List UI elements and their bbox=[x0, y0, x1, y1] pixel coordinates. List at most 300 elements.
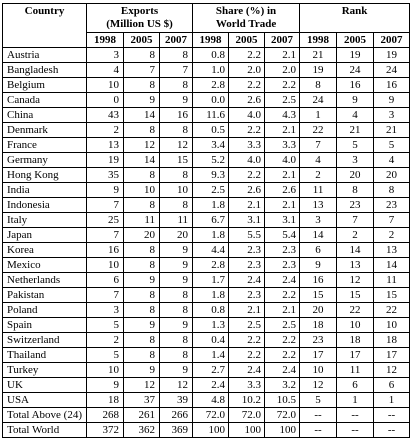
rank-cell: 4 bbox=[374, 153, 410, 168]
rank-cell: 7 bbox=[337, 213, 374, 228]
table-row bbox=[3, 318, 410, 333]
exports-cell: 11 bbox=[124, 213, 160, 228]
share-cell: 3.3 bbox=[265, 138, 300, 153]
share-cell: 72.0 bbox=[229, 408, 265, 423]
table-row bbox=[3, 138, 410, 153]
rank-cell: 11 bbox=[300, 183, 337, 198]
country-cell: UK bbox=[3, 378, 87, 393]
rank-cell: 18 bbox=[337, 333, 374, 348]
rank-cell: 13 bbox=[374, 243, 410, 258]
exports-cell: 8 bbox=[124, 123, 160, 138]
exports-cell: 10 bbox=[87, 363, 124, 378]
rank-cell: 6 bbox=[337, 378, 374, 393]
rank-cell: 2 bbox=[300, 168, 337, 183]
share-cell: 4.3 bbox=[265, 108, 300, 123]
country-cell: France bbox=[3, 138, 87, 153]
header-rank bbox=[300, 4, 410, 33]
rank-cell: 10 bbox=[300, 363, 337, 378]
share-cell: 2.4 bbox=[229, 273, 265, 288]
exports-cell: 369 bbox=[160, 423, 193, 438]
share-cell: 1.8 bbox=[193, 228, 229, 243]
country-cell: USA bbox=[3, 393, 87, 408]
exports-cell: 14 bbox=[124, 108, 160, 123]
share-cell: 2.3 bbox=[229, 243, 265, 258]
country-cell: Bangladesh bbox=[3, 63, 87, 78]
exports-cell: 20 bbox=[160, 228, 193, 243]
share-cell: 2.2 bbox=[229, 78, 265, 93]
share-cell: 2.3 bbox=[265, 243, 300, 258]
exports-cell: 8 bbox=[160, 123, 193, 138]
exports-cell: 16 bbox=[160, 108, 193, 123]
header-share bbox=[193, 4, 300, 33]
share-cell: 0.5 bbox=[193, 123, 229, 138]
table-header bbox=[3, 4, 410, 48]
table-row bbox=[3, 363, 410, 378]
rank-cell: 21 bbox=[300, 48, 337, 63]
rank-cell: 20 bbox=[337, 168, 374, 183]
exports-cell: 8 bbox=[160, 288, 193, 303]
rank-cell: -- bbox=[337, 423, 374, 438]
rank-cell: 13 bbox=[300, 198, 337, 213]
country-cell: Turkey bbox=[3, 363, 87, 378]
exports-cell: 8 bbox=[160, 348, 193, 363]
share-cell: 3.1 bbox=[265, 213, 300, 228]
share-cell: 1.4 bbox=[193, 348, 229, 363]
table-row bbox=[3, 288, 410, 303]
share-cell: 72.0 bbox=[193, 408, 229, 423]
exports-cell: 8 bbox=[124, 333, 160, 348]
share-cell: 2.6 bbox=[229, 93, 265, 108]
exports-cell: 10 bbox=[160, 183, 193, 198]
rank-cell: 4 bbox=[300, 153, 337, 168]
share-cell: 2.1 bbox=[265, 48, 300, 63]
table-row bbox=[3, 183, 410, 198]
exports-cell: 3 bbox=[87, 48, 124, 63]
exports-cell: 35 bbox=[87, 168, 124, 183]
share-cell: 2.8 bbox=[193, 78, 229, 93]
share-cell: 2.2 bbox=[229, 348, 265, 363]
share-cell: 3.4 bbox=[193, 138, 229, 153]
exports-cell: 20 bbox=[124, 228, 160, 243]
exports-cell: 9 bbox=[124, 318, 160, 333]
exports-cell: 5 bbox=[87, 318, 124, 333]
header-year: 2005 bbox=[337, 33, 374, 48]
rank-cell: 2 bbox=[374, 228, 410, 243]
share-cell: 4.0 bbox=[229, 108, 265, 123]
rank-cell: 1 bbox=[374, 393, 410, 408]
country-cell: Switzerland bbox=[3, 333, 87, 348]
exports-cell: 15 bbox=[160, 153, 193, 168]
rank-cell: 5 bbox=[374, 138, 410, 153]
rank-cell: 23 bbox=[337, 198, 374, 213]
exports-cell: 8 bbox=[124, 78, 160, 93]
rank-cell: 11 bbox=[337, 363, 374, 378]
share-cell: 2.2 bbox=[265, 333, 300, 348]
rank-cell: 19 bbox=[337, 48, 374, 63]
exports-cell: 9 bbox=[160, 363, 193, 378]
exports-cell: 9 bbox=[87, 378, 124, 393]
rank-cell: 24 bbox=[374, 63, 410, 78]
table-row bbox=[3, 273, 410, 288]
share-cell: 1.0 bbox=[193, 63, 229, 78]
rank-cell: 5 bbox=[300, 393, 337, 408]
header-exports-line2: (Million US $) bbox=[106, 18, 173, 30]
share-cell: 2.5 bbox=[265, 93, 300, 108]
country-cell: Korea bbox=[3, 243, 87, 258]
exports-cell: 8 bbox=[124, 348, 160, 363]
rank-cell: 11 bbox=[374, 273, 410, 288]
share-cell: 2.1 bbox=[229, 303, 265, 318]
share-cell: 0.8 bbox=[193, 303, 229, 318]
rank-cell: 4 bbox=[337, 108, 374, 123]
header-exports bbox=[87, 4, 193, 33]
share-cell: 1.7 bbox=[193, 273, 229, 288]
rank-cell: 23 bbox=[374, 198, 410, 213]
exports-cell: 43 bbox=[87, 108, 124, 123]
exports-cell: 8 bbox=[124, 243, 160, 258]
rank-cell: 13 bbox=[337, 258, 374, 273]
rank-cell: 9 bbox=[337, 93, 374, 108]
share-cell: 2.7 bbox=[193, 363, 229, 378]
share-cell: 5.4 bbox=[265, 228, 300, 243]
share-cell: 2.4 bbox=[229, 363, 265, 378]
share-cell: 100 bbox=[265, 423, 300, 438]
header-year: 1998 bbox=[300, 33, 337, 48]
exports-cell: 2 bbox=[87, 333, 124, 348]
table-row bbox=[3, 78, 410, 93]
table-row bbox=[3, 348, 410, 363]
table-container bbox=[2, 3, 410, 438]
exports-cell: 10 bbox=[87, 258, 124, 273]
share-cell: 72.0 bbox=[265, 408, 300, 423]
rank-cell: 19 bbox=[300, 63, 337, 78]
table-row bbox=[3, 93, 410, 108]
rank-cell: 20 bbox=[300, 303, 337, 318]
share-cell: 2.1 bbox=[265, 123, 300, 138]
table-row bbox=[3, 198, 410, 213]
table-row bbox=[3, 378, 410, 393]
country-cell: Total World bbox=[3, 423, 87, 438]
share-cell: 0.4 bbox=[193, 333, 229, 348]
rank-cell: -- bbox=[337, 408, 374, 423]
exports-cell: 12 bbox=[160, 378, 193, 393]
share-cell: 3.1 bbox=[229, 213, 265, 228]
country-cell: Total Above (24) bbox=[3, 408, 87, 423]
exports-cell: 14 bbox=[124, 153, 160, 168]
rank-cell: 5 bbox=[337, 138, 374, 153]
share-cell: 2.6 bbox=[229, 183, 265, 198]
table-row bbox=[3, 333, 410, 348]
rank-cell: 7 bbox=[374, 213, 410, 228]
table-row bbox=[3, 213, 410, 228]
exports-cell: 8 bbox=[124, 258, 160, 273]
share-cell: 100 bbox=[229, 423, 265, 438]
exports-cell: 11 bbox=[160, 213, 193, 228]
rank-cell: 19 bbox=[374, 48, 410, 63]
share-cell: 5.2 bbox=[193, 153, 229, 168]
rank-cell: 12 bbox=[300, 378, 337, 393]
rank-cell: 17 bbox=[300, 348, 337, 363]
exports-cell: 0 bbox=[87, 93, 124, 108]
rank-cell: 18 bbox=[300, 318, 337, 333]
rank-cell: 8 bbox=[300, 78, 337, 93]
exports-cell: 8 bbox=[124, 303, 160, 318]
share-cell: 2.0 bbox=[265, 63, 300, 78]
share-cell: 4.0 bbox=[265, 153, 300, 168]
table-row bbox=[3, 258, 410, 273]
rank-cell: 14 bbox=[300, 228, 337, 243]
share-cell: 2.2 bbox=[265, 348, 300, 363]
rank-cell: 1 bbox=[337, 393, 374, 408]
share-cell: 4.8 bbox=[193, 393, 229, 408]
exports-cell: 9 bbox=[87, 183, 124, 198]
country-cell: Japan bbox=[3, 228, 87, 243]
country-cell: Germany bbox=[3, 153, 87, 168]
rank-cell: 22 bbox=[300, 123, 337, 138]
country-cell: Hong Kong bbox=[3, 168, 87, 183]
share-cell: 2.3 bbox=[265, 258, 300, 273]
rank-cell: 14 bbox=[337, 243, 374, 258]
exports-cell: 268 bbox=[87, 408, 124, 423]
header-year: 2005 bbox=[124, 33, 160, 48]
table-row bbox=[3, 48, 410, 63]
share-cell: 10.5 bbox=[265, 393, 300, 408]
exports-cell: 12 bbox=[124, 378, 160, 393]
share-cell: 2.2 bbox=[229, 168, 265, 183]
exports-cell: 7 bbox=[87, 228, 124, 243]
table-row bbox=[3, 423, 410, 438]
rank-cell: 22 bbox=[374, 303, 410, 318]
share-cell: 4.0 bbox=[229, 153, 265, 168]
exports-cell: 8 bbox=[160, 168, 193, 183]
share-cell: 3.3 bbox=[229, 378, 265, 393]
table-row bbox=[3, 228, 410, 243]
share-cell: 3.3 bbox=[229, 138, 265, 153]
rank-cell: 23 bbox=[300, 333, 337, 348]
table-body bbox=[3, 48, 410, 438]
share-cell: 0.8 bbox=[193, 48, 229, 63]
header-year: 1998 bbox=[87, 33, 124, 48]
header-year: 2005 bbox=[229, 33, 265, 48]
rank-cell: 12 bbox=[374, 363, 410, 378]
exports-cell: 5 bbox=[87, 348, 124, 363]
country-cell: Canada bbox=[3, 93, 87, 108]
share-cell: 2.4 bbox=[265, 273, 300, 288]
rank-cell: 2 bbox=[337, 228, 374, 243]
rank-cell: 8 bbox=[337, 183, 374, 198]
rank-cell: 3 bbox=[337, 153, 374, 168]
rank-cell: 24 bbox=[300, 93, 337, 108]
rank-cell: 1 bbox=[300, 108, 337, 123]
rank-cell: 8 bbox=[374, 183, 410, 198]
header-rank-label: Rank bbox=[341, 5, 368, 17]
exports-cell: 7 bbox=[87, 288, 124, 303]
share-cell: 0.0 bbox=[193, 93, 229, 108]
share-cell: 1.8 bbox=[193, 198, 229, 213]
header-year: 2007 bbox=[374, 33, 410, 48]
country-cell: Thailand bbox=[3, 348, 87, 363]
share-cell: 2.2 bbox=[265, 288, 300, 303]
share-cell: 2.1 bbox=[265, 168, 300, 183]
share-cell: 2.1 bbox=[265, 303, 300, 318]
rank-cell: 18 bbox=[374, 333, 410, 348]
header-share-line2: World Trade bbox=[215, 18, 277, 30]
rank-cell: 10 bbox=[374, 318, 410, 333]
exports-cell: 9 bbox=[160, 273, 193, 288]
share-cell: 5.5 bbox=[229, 228, 265, 243]
rank-cell: 14 bbox=[374, 258, 410, 273]
rank-cell: -- bbox=[374, 423, 410, 438]
rank-cell: 9 bbox=[374, 93, 410, 108]
exports-cell: 4 bbox=[87, 63, 124, 78]
exports-cell: 8 bbox=[160, 48, 193, 63]
exports-cell: 362 bbox=[124, 423, 160, 438]
exports-cell: 37 bbox=[124, 393, 160, 408]
header-exports-line1: Exports bbox=[120, 5, 159, 17]
exports-cell: 8 bbox=[160, 333, 193, 348]
exports-cell: 10 bbox=[87, 78, 124, 93]
exports-cell: 8 bbox=[124, 48, 160, 63]
exports-cell: 39 bbox=[160, 393, 193, 408]
exports-cell: 8 bbox=[160, 303, 193, 318]
header-share-line1: Share (%) in bbox=[215, 5, 277, 17]
rank-cell: 15 bbox=[374, 288, 410, 303]
exports-cell: 8 bbox=[124, 288, 160, 303]
exports-cell: 16 bbox=[87, 243, 124, 258]
header-year: 2007 bbox=[265, 33, 300, 48]
rank-cell: 9 bbox=[300, 258, 337, 273]
share-cell: 2.2 bbox=[229, 48, 265, 63]
table-row bbox=[3, 153, 410, 168]
exports-cell: 6 bbox=[87, 273, 124, 288]
country-cell: Mexico bbox=[3, 258, 87, 273]
rank-cell: -- bbox=[300, 408, 337, 423]
rank-cell: 15 bbox=[300, 288, 337, 303]
share-cell: 2.5 bbox=[265, 318, 300, 333]
exports-cell: 9 bbox=[160, 318, 193, 333]
share-cell: 1.3 bbox=[193, 318, 229, 333]
share-cell: 2.8 bbox=[193, 258, 229, 273]
rank-cell: 7 bbox=[300, 138, 337, 153]
rank-cell: 3 bbox=[374, 108, 410, 123]
table-row bbox=[3, 123, 410, 138]
table-row bbox=[3, 168, 410, 183]
rank-cell: 12 bbox=[337, 273, 374, 288]
share-cell: 100 bbox=[193, 423, 229, 438]
share-cell: 1.8 bbox=[193, 288, 229, 303]
header-country-label: Country bbox=[24, 5, 65, 17]
table-row bbox=[3, 303, 410, 318]
exports-cell: 3 bbox=[87, 303, 124, 318]
header-year: 1998 bbox=[193, 33, 229, 48]
table-row bbox=[3, 408, 410, 423]
share-cell: 2.2 bbox=[265, 78, 300, 93]
table-row bbox=[3, 243, 410, 258]
share-cell: 11.6 bbox=[193, 108, 229, 123]
exports-cell: 7 bbox=[124, 63, 160, 78]
rank-cell: 15 bbox=[337, 288, 374, 303]
rank-cell: 3 bbox=[300, 213, 337, 228]
exports-cell: 9 bbox=[124, 363, 160, 378]
country-cell: Italy bbox=[3, 213, 87, 228]
rank-cell: 6 bbox=[374, 378, 410, 393]
share-cell: 2.1 bbox=[229, 198, 265, 213]
country-cell: India bbox=[3, 183, 87, 198]
exports-cell: 7 bbox=[160, 63, 193, 78]
exports-cell: 9 bbox=[160, 258, 193, 273]
exports-cell: 8 bbox=[160, 198, 193, 213]
share-cell: 2.4 bbox=[265, 363, 300, 378]
country-cell: Belgium bbox=[3, 78, 87, 93]
country-cell: Spain bbox=[3, 318, 87, 333]
share-cell: 2.5 bbox=[193, 183, 229, 198]
rank-cell: 21 bbox=[374, 123, 410, 138]
rank-cell: 21 bbox=[337, 123, 374, 138]
rank-cell: 22 bbox=[337, 303, 374, 318]
share-cell: 2.2 bbox=[229, 333, 265, 348]
table-row bbox=[3, 393, 410, 408]
exports-cell: 18 bbox=[87, 393, 124, 408]
share-cell: 3.2 bbox=[265, 378, 300, 393]
exports-cell: 8 bbox=[124, 198, 160, 213]
header-year: 2007 bbox=[160, 33, 193, 48]
share-cell: 2.4 bbox=[193, 378, 229, 393]
share-cell: 9.3 bbox=[193, 168, 229, 183]
header-country bbox=[3, 4, 87, 48]
share-cell: 2.6 bbox=[265, 183, 300, 198]
country-cell: Netherlands bbox=[3, 273, 87, 288]
exports-cell: 266 bbox=[160, 408, 193, 423]
rank-cell: 17 bbox=[374, 348, 410, 363]
share-cell: 2.2 bbox=[229, 123, 265, 138]
exports-cell: 13 bbox=[87, 138, 124, 153]
exports-cell: 261 bbox=[124, 408, 160, 423]
country-cell: Poland bbox=[3, 303, 87, 318]
rank-cell: 16 bbox=[300, 273, 337, 288]
country-cell: Pakistan bbox=[3, 288, 87, 303]
rank-cell: 20 bbox=[374, 168, 410, 183]
table-row bbox=[3, 63, 410, 78]
rank-cell: 10 bbox=[337, 318, 374, 333]
exports-cell: 25 bbox=[87, 213, 124, 228]
exports-cell: 19 bbox=[87, 153, 124, 168]
table-row bbox=[3, 108, 410, 123]
rank-cell: 16 bbox=[374, 78, 410, 93]
exports-cell: 2 bbox=[87, 123, 124, 138]
exports-cell: 8 bbox=[160, 78, 193, 93]
exports-cell: 10 bbox=[124, 183, 160, 198]
share-cell: 10.2 bbox=[229, 393, 265, 408]
share-cell: 4.4 bbox=[193, 243, 229, 258]
country-cell: Denmark bbox=[3, 123, 87, 138]
share-cell: 2.3 bbox=[229, 258, 265, 273]
rank-cell: -- bbox=[300, 423, 337, 438]
exports-cell: 9 bbox=[160, 243, 193, 258]
country-cell: Indonesia bbox=[3, 198, 87, 213]
exports-cell: 7 bbox=[87, 198, 124, 213]
share-cell: 6.7 bbox=[193, 213, 229, 228]
share-cell: 2.1 bbox=[265, 198, 300, 213]
share-cell: 2.5 bbox=[229, 318, 265, 333]
country-cell: China bbox=[3, 108, 87, 123]
exports-cell: 9 bbox=[124, 273, 160, 288]
exports-cell: 9 bbox=[124, 93, 160, 108]
header-row-groups bbox=[3, 4, 410, 33]
rank-cell: 17 bbox=[337, 348, 374, 363]
exports-cell: 12 bbox=[160, 138, 193, 153]
exports-cell: 8 bbox=[124, 168, 160, 183]
country-cell: Austria bbox=[3, 48, 87, 63]
